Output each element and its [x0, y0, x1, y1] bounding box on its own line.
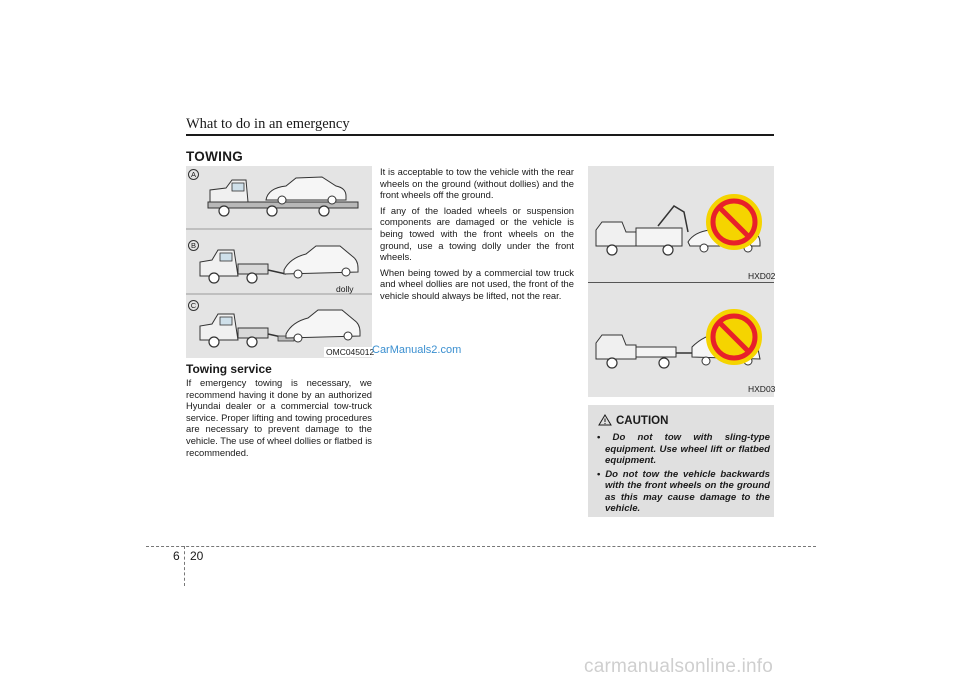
page-number: 20 [190, 549, 204, 563]
caution-title: CAUTION [616, 415, 669, 427]
section-title: TOWING [186, 149, 244, 164]
method-label-c: C [188, 300, 199, 311]
towing-service-heading: Towing service [186, 362, 272, 376]
paragraph: When being towed by a commercial tow truck and wheel dollies are not used, the front of the vehicle should always be lifted, not the rear. [380, 266, 574, 301]
method-label-b: B [188, 240, 199, 251]
towing-methods-illustration [186, 166, 372, 358]
prohibition-icon [708, 196, 760, 248]
dolly-tow-truck-icon [200, 310, 360, 347]
paragraph: It is acceptable to tow the vehicle with the rear wheels on the ground (without dollies) and the front wheels off the ground. [380, 166, 574, 201]
caution-item: • Do not tow the vehicle backwards with the front wheels on the ground as this may cause damage to the vehicle. [594, 469, 770, 515]
watermark-link[interactable]: CarManuals2.com [372, 344, 462, 356]
paragraph: If any of the loaded wheels or suspension components are damaged or the vehicle is being towed with the front wheels on the ground, use a towing dolly under the front wheels. [380, 204, 574, 263]
prohibition-icon [708, 311, 760, 363]
sling-tow-illustration [588, 166, 774, 282]
warning-triangle-icon [598, 414, 612, 426]
site-watermark[interactable]: carmanualsonline.info [584, 656, 774, 677]
prohibited-tow-figure-1 [588, 166, 774, 282]
figure-code: OMC045012 [326, 347, 375, 357]
figure-code: HXD03 [748, 384, 776, 394]
method-label-a: A [188, 169, 199, 180]
backwards-tow-illustration [588, 283, 774, 397]
header-rule [186, 134, 774, 136]
middle-column-text [380, 166, 574, 306]
towing-methods-figure [186, 166, 375, 358]
footer-rule [146, 546, 816, 547]
wheel-lift-truck-icon [200, 246, 358, 283]
page-header-title: What to do in an emergency [186, 116, 350, 132]
caution-list [594, 432, 770, 517]
towing-service-text: If emergency towing is necessary, we recommend having it done by an authorized Hyundai dealer or a commercial tow-truck service. Proper lifting and towing procedures are necessary to prevent damage to the vehicle. The use of wheel dollies or flatbed is recommended. [186, 377, 372, 458]
chapter-number: 6 [173, 549, 180, 563]
prohibited-tow-figure-2 [588, 283, 774, 397]
figure-code: HXD02 [748, 271, 776, 281]
dolly-label: dolly [336, 284, 354, 294]
caution-item: • Do not tow with sling-type equipment. Use wheel lift or flatbed equipment. [594, 432, 770, 467]
footer-divider [184, 546, 185, 586]
flatbed-truck-icon [208, 177, 358, 216]
